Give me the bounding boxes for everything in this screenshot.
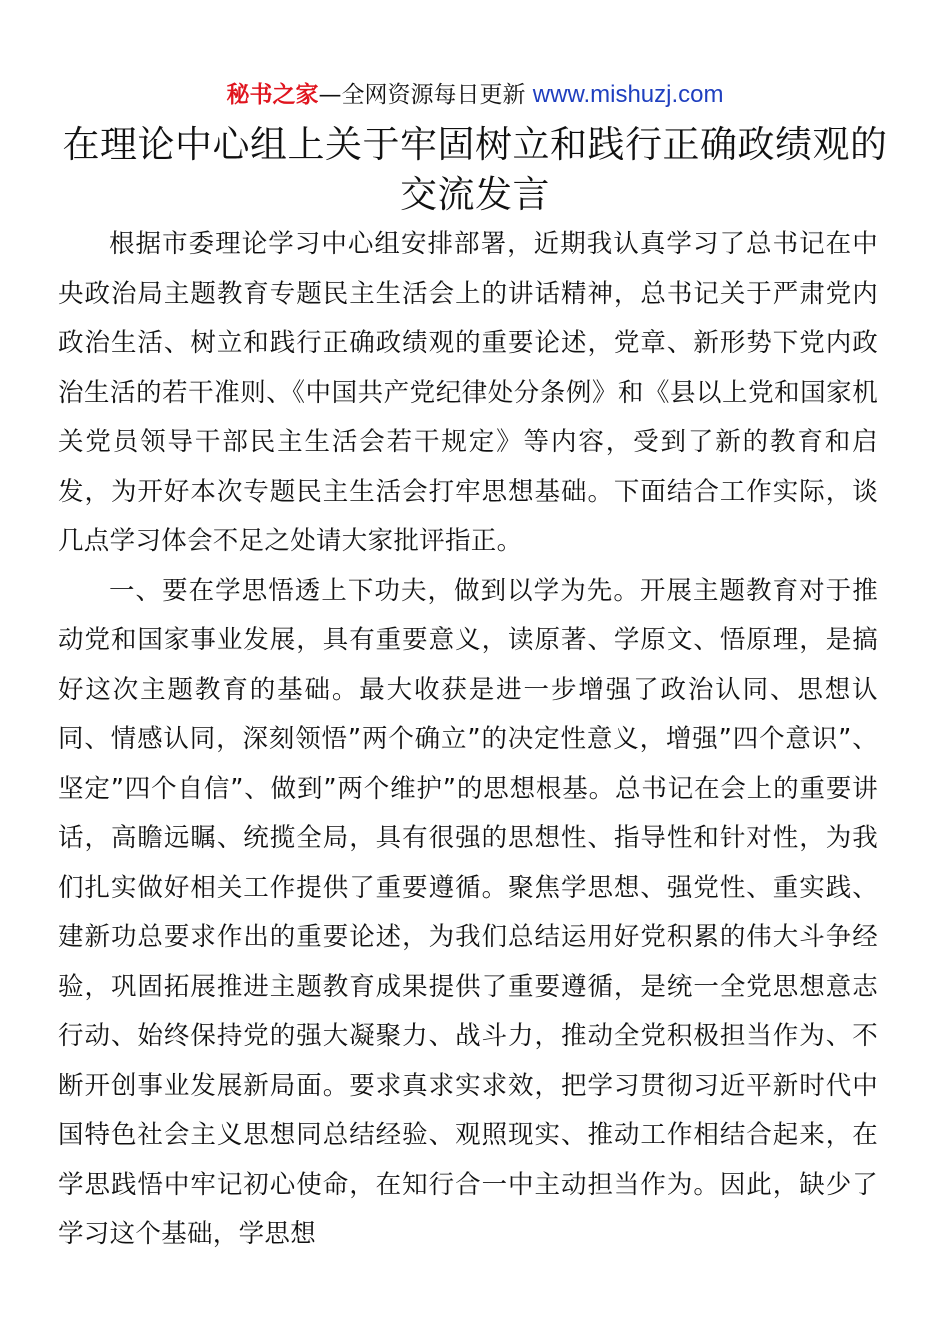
document-body <box>58 220 878 1260</box>
brand-name: 秘书之家 <box>226 82 319 108</box>
document-title: 在理论中心组上关于牢固树立和践行正确政绩观的交流发言 <box>62 123 888 216</box>
paragraph-section-one: 一、要在学思悟透上下功夫，做到以学为先。开展主题教育对于推动党和国家事业发展，具有重要意义，读原著、学原文、悟原理，是搞好这次主题教育的基础。最大收获是进一步增强了政治认同、思想认同、情感认同，深刻领悟”两个确立”的决定性意义，增强”四个意识”、坚定”四个自信”、做到”两个维护”的思想根基。总书记在会上的重要讲话，高瞻远瞩、统揽全局，具有很强的思想性、指导性和针对性，为我们扎实做好相关工作提供了重要遵循。聚焦学思想、强党性、重实践、建新功总要求作出的重要论述，为我们总结运用好党积累的伟大斗争经验，巩固拓展推进主题教育成果提供了重要遵循，是统一全党思想意志行动、始终保持党的强大凝聚力、战斗力，推动全党积极担当作为、不断开创事业发展新局面。要求真求实求效，把学习贯彻习近平新时代中国特色社会主义思想同总结经验、观照现实、推动工作相结合起来，在学思践悟中牢记初心使命，在知行合一中主动担当作为。因此，缺少了学习这个基础，学思想 <box>58 575 878 1249</box>
header-slogan: —全网资源每日更新 <box>318 82 533 108</box>
site-header <box>0 78 950 112</box>
paragraph-intro: 根据市委理论学习中心组安排部署，近期我认真学习了总书记在中央政治局主题教育专题民主生活会上的讲话精神，总书记关于严肃党内政治生活、树立和践行正确政绩观的重要论述，党章、新形势下党内政治生活的若干准则、《中国共产党纪律处分条例》和《县以上党和国家机关党员领导干部民主生活会若干规定》等内容，受到了新的教育和启发，为开好本次专题民主生活会打牢思想基础。下面结合工作实际，谈几点学习体会不足之处请大家批评指正。 <box>58 229 878 556</box>
site-url-link[interactable]: www.mishuzj.com <box>532 81 724 108</box>
